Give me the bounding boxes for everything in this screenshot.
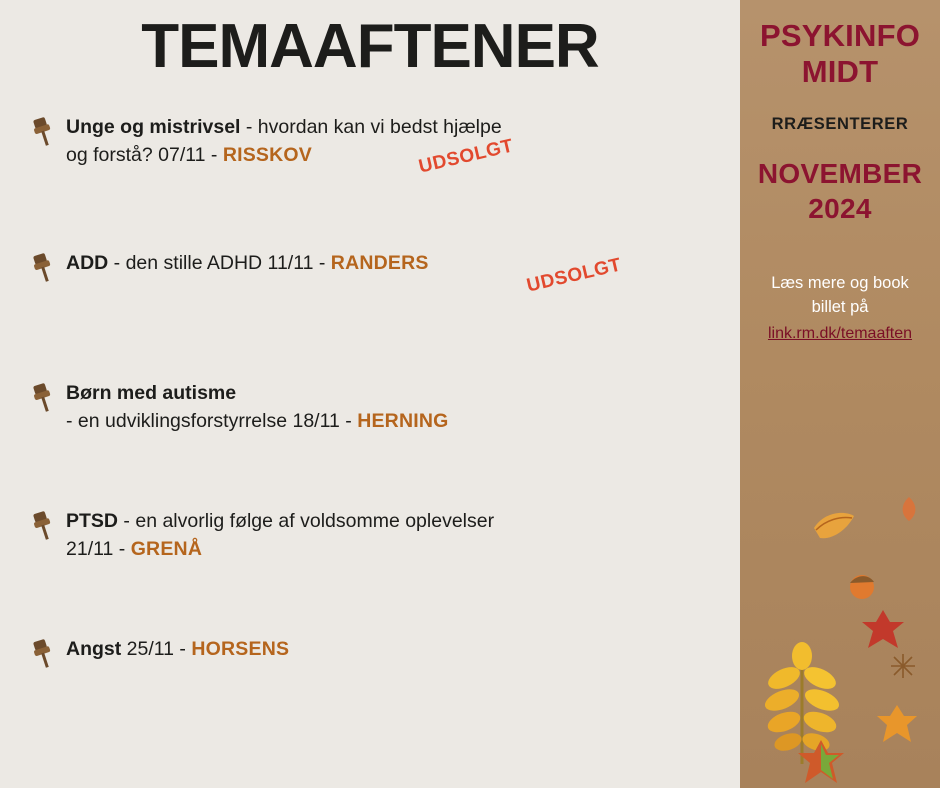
status-badge: UDSOLGT [416, 135, 516, 178]
leaf-icon [845, 568, 879, 602]
month-name: NOVEMBER [757, 158, 923, 190]
pin-icon [26, 507, 66, 543]
leaf-icon [760, 638, 845, 768]
leaf-decoration-group [740, 448, 940, 788]
event-desc-1: - en alvorlig følge af voldsomme oplevelser [118, 510, 495, 533]
events-list [0, 113, 740, 695]
event-desc-2: og forstå? 07/11 - [66, 144, 223, 167]
pin-icon [26, 635, 66, 671]
sidebar [740, 0, 940, 788]
month-block [740, 156, 940, 226]
leaf-icon [795, 738, 847, 788]
list-item [26, 249, 740, 379]
list-item [26, 507, 740, 635]
leaf-icon [810, 508, 858, 546]
month-year: 2024 [808, 193, 872, 225]
leaf-icon [875, 703, 919, 747]
event-desc-1: 25/11 - [121, 638, 192, 661]
list-item [26, 635, 740, 695]
leaf-icon [898, 496, 920, 522]
booking-link[interactable]: link.rm.dk/temaaften [767, 325, 913, 343]
booking-info [740, 272, 940, 345]
brand-line-1: PSYKINFO [759, 18, 921, 53]
pin-icon [26, 249, 66, 285]
event-desc-1: - hvordan kan vi bedst hjælpe [240, 116, 502, 139]
event-location: RANDERS [330, 252, 429, 275]
status-badge: UDSOLGT [524, 254, 624, 297]
event-title: Børn med autisme [66, 382, 237, 405]
event-text [66, 379, 449, 436]
brand-line-2: MIDT [801, 53, 879, 89]
pin-icon [26, 113, 66, 149]
event-text [66, 635, 289, 663]
brand-title [740, 0, 940, 89]
event-location: HERNING [357, 410, 449, 433]
event-title: PTSD [66, 510, 119, 533]
event-title: Unge og mistrivsel [66, 116, 241, 139]
event-title: ADD [66, 252, 109, 275]
event-text [66, 249, 624, 297]
event-location: GRENÅ [130, 538, 203, 561]
event-desc-1: - den stille ADHD 11/11 - [108, 252, 331, 275]
booking-line-1: Læs mere og book [771, 274, 909, 293]
event-desc-2: 21/11 - [66, 538, 131, 561]
leaf-icon [890, 653, 916, 679]
event-desc-2: - en udviklingsforstyrrelse 18/11 - [66, 410, 358, 433]
pin-icon [26, 379, 66, 415]
event-location: HORSENS [191, 638, 290, 661]
list-item [26, 113, 740, 249]
event-text [66, 507, 494, 564]
event-text [66, 113, 516, 178]
presents-label: RRÆSENTERER [771, 115, 909, 134]
event-title: Angst [66, 638, 122, 661]
event-location: RISSKOV [222, 144, 312, 167]
page-title: TEMAAFTENER [141, 12, 599, 81]
list-item [26, 379, 740, 507]
booking-line-2: billet på [811, 298, 869, 317]
leaf-icon [860, 608, 906, 652]
